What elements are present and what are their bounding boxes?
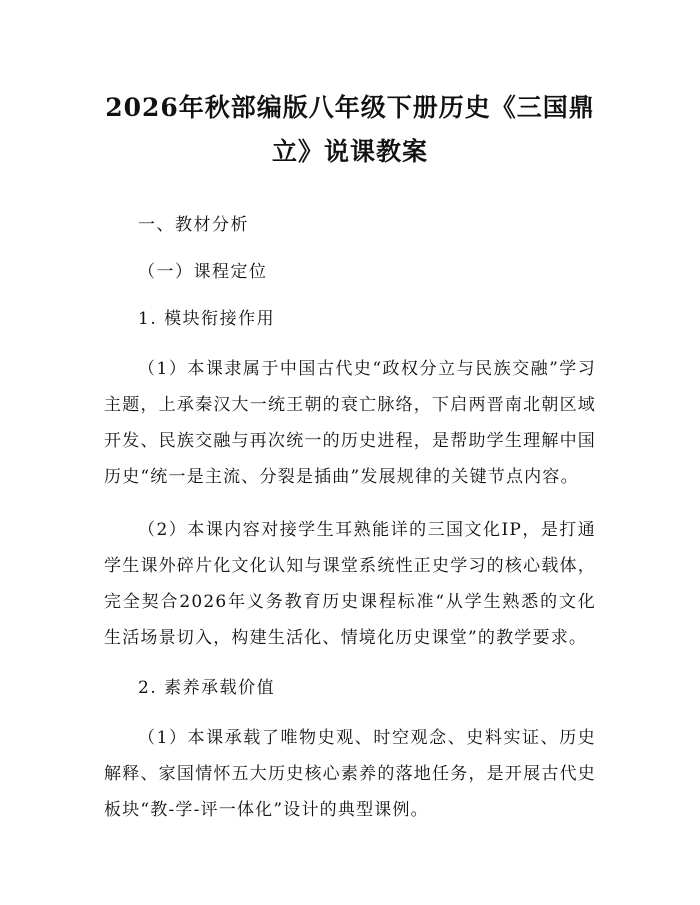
paragraph-2: （2）本课内容对接学生耳熟能详的三国文化IP，是打通学生课外碎片化文化认知与课堂系统性正史学习的核心载体，完全契合2026年义务教育历史课程标准“从学生熟悉的文化生活场景切入，构建生活化、情境化历史课堂”的教学要求。 bbox=[104, 520, 596, 648]
paragraph-3: （1）本课承载了唯物史观、时空观念、史料实证、历史解释、家国情怀五大历史核心素养的落地任务，是开展古代史板块“教-学-评一体化”设计的典型课例。 bbox=[104, 728, 596, 820]
title-line-1: 2026年秋部编版八年级下册历史《三国鼎 bbox=[105, 93, 595, 122]
section-heading-materials-analysis: 一、教材分析 bbox=[138, 215, 249, 235]
paragraph-1: （1）本课隶属于中国古代史“政权分立与民族交融”学习主题，上承秦汉大一统王朝的衰亡脉络，下启两晋南北朝区域开发、民族交融与再次统一的历史进程，是帮助学生理解中国历史“统一是主流、分裂是插曲”发展规律的关键节点内容。 bbox=[104, 359, 596, 487]
title-line-2: 立》说课教案 bbox=[271, 137, 428, 166]
item-heading-module-connection: 1. 模块衔接作用 bbox=[138, 309, 276, 329]
subsection-heading-course-positioning: （一）课程定位 bbox=[138, 262, 268, 282]
item-heading-literacy-value: 2. 素养承载价值 bbox=[138, 678, 276, 698]
document-title bbox=[104, 86, 596, 174]
